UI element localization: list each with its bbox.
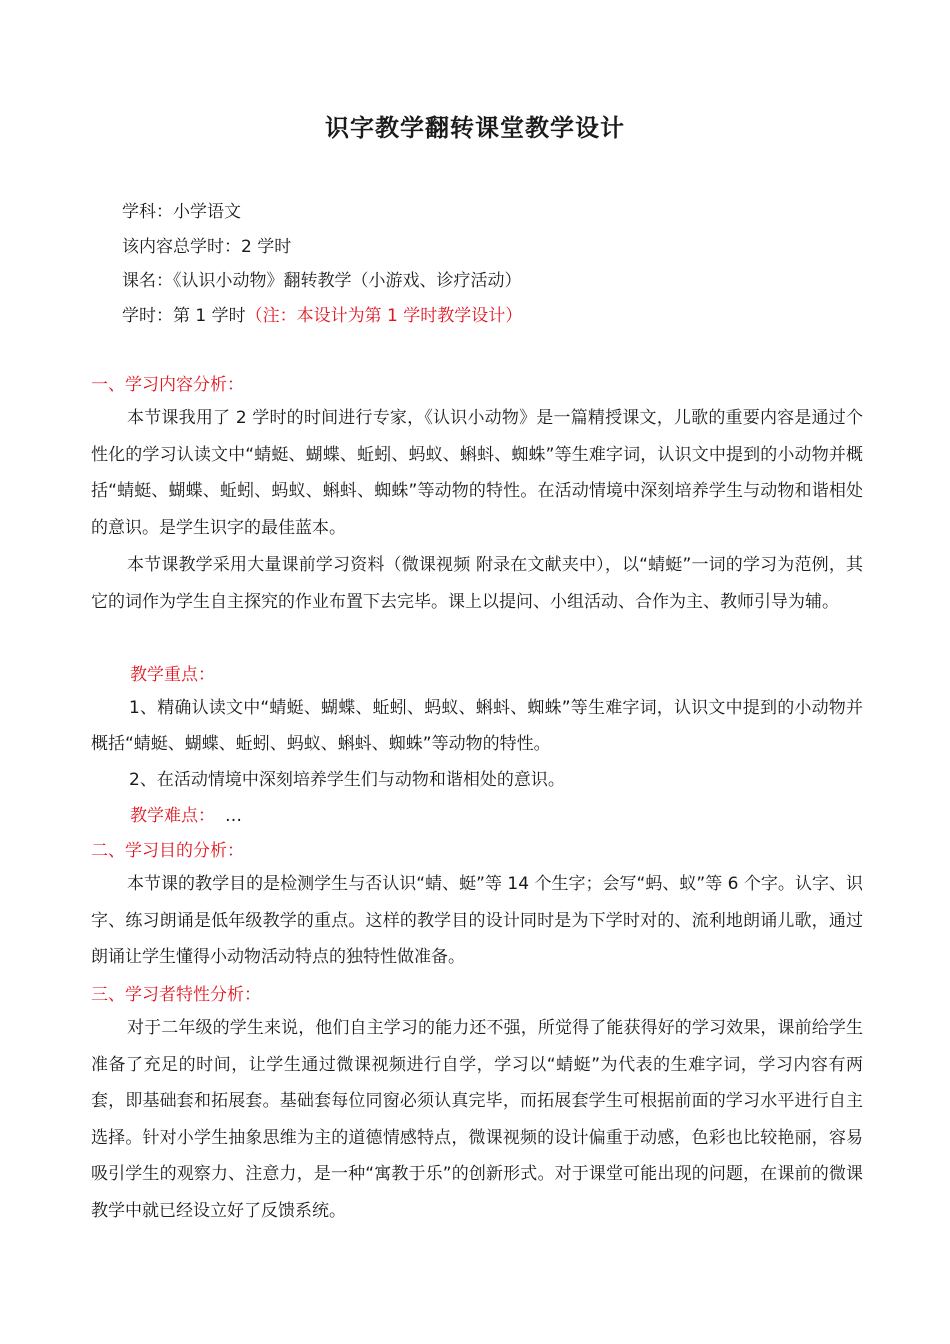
meta-course: 课名：《认识小动物》翻转教学（小游戏、诊疗活动） (122, 271, 522, 291)
teaching-difficulty (130, 804, 242, 828)
meta-hour (122, 304, 522, 328)
content-analysis-paragraph-1: 本节课我用了 2 学时的时间进行专家，《认识小动物》是一篇精授课文，儿歌的重要内容是通过个性化的学习认读文中“蜻蜓、蝴蝶、蚯蚓、蚂蚁、蝌蚪、蜘蛛”等生难字词，认识文中提到的小动物并概括“蜻蜓、蝴蝶、蚯蚓、蚂蚁、蝌蚪、蜘蛛”等动物的特性。在活动情境中深刻培养学生与动物和谐相处的意识。是学生识字的最佳蓝本。 (91, 408, 863, 538)
section-heading-learner-analysis: 三、学习者特性分析： (91, 985, 261, 1005)
content-analysis-paragraph-2: 本节课教学采用大量课前学习资料（微课视频 附录在文献夹中），以“蜻蜓”一词的学习为范例，其它的词作为学生自主探究的作业布置下去完毕。课上以提问、小组活动、合作为主、教师引导为辅。 (91, 555, 863, 612)
meta-hour-note: （注：本设计为第 1 学时教学设计） (245, 306, 523, 326)
objective-analysis-paragraph: 本节课的教学目的是检测学生与否认识“蜻、蜓”等 14 个生字；会写“蚂、蚁”等 6 个字。认字、识字、练习朗诵是低年级教学的重点。这样的教学目的设计同时是为下学时对的、流利地朗诵儿歌，通过朗诵让学生懂得小动物活动特点的独特性做准备。 (91, 874, 863, 967)
learner-analysis-paragraph: 对于二年级的学生来说，他们自主学习的能力还不强，所觉得了能获得好的学习效果，课前给学生准备了充足的时间，让学生通过微课视频进行自学，学习以“蜻蜓”为代表的生难字词，学习内容有两套，即基础套和拓展套。基础套每位同窗必须认真完毕，而拓展套学生可根据前面的学习水平进行自主选择。针对小学生抽象思维为主的道德情感特点，微课视频的设计偏重于动感，色彩也比较艳丽，容易吸引学生的观察力、注意力，是一种“寓教于乐”的创新形式。对于课堂可能出现的问题，在课前的微课教学中就已经设立好了反馈系统。 (91, 1018, 863, 1221)
teaching-difficulty-label: 教学难点： (130, 806, 215, 826)
section-heading-objective-analysis: 二、学习目的分析： (91, 841, 244, 861)
meta-total-hours: 该内容总学时：2 学时 (122, 237, 292, 257)
teaching-key-item-1: 1、精确认读文中“蜻蜓、蝴蝶、蚯蚓、蚂蚁、蝌蚪、蜘蛛”等生难字词，认识文中提到的小动物并概括“蜻蜓、蝴蝶、蚯蚓、蚂蚁、蝌蚪、蜘蛛”等动物的特性。 (91, 698, 863, 754)
teaching-difficulty-value: … (225, 806, 242, 826)
teaching-key-label: 教学重点： (130, 665, 215, 685)
teaching-key-item-2: 2、在活动情境中深刻培养学生们与动物和谐相处的意识。 (129, 770, 565, 790)
meta-hour-label: 学时：第 1 学时 (122, 306, 246, 326)
meta-subject: 学科：小学语文 (122, 202, 241, 222)
page-title: 识字教学翻转课堂教学设计 (325, 114, 625, 142)
section-heading-content-analysis: 一、学习内容分析： (91, 375, 244, 395)
